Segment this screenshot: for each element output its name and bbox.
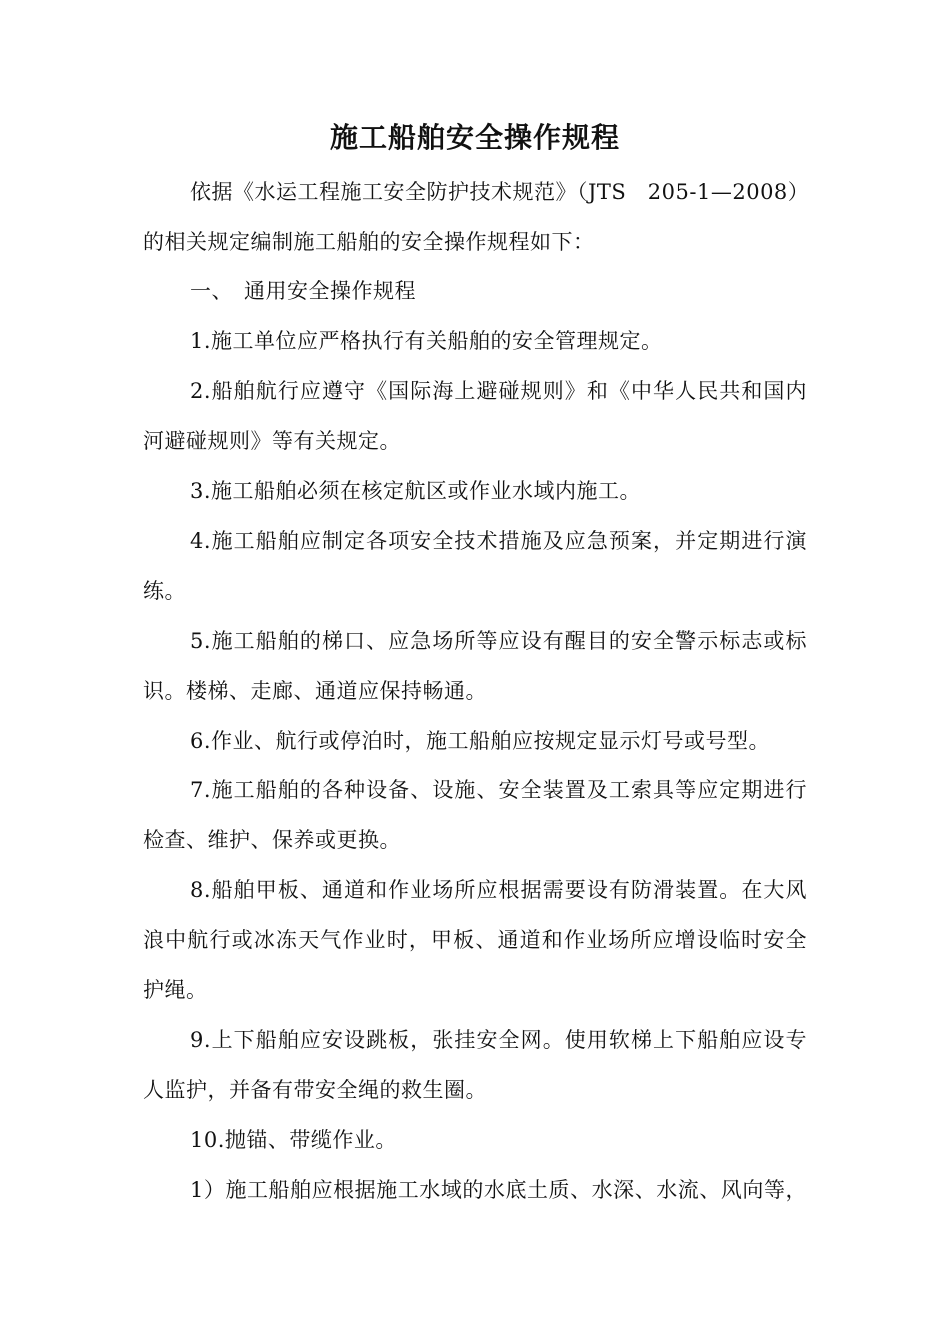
paragraph-line: 人监护，并备有带安全绳的救生圈。 [143, 1078, 487, 1102]
paragraph-line: 检查、维护、保养或更换。 [143, 828, 401, 852]
paragraph-line: 3.施工船舶必须在核定航区或作业水域内施工。 [190, 479, 642, 503]
document-title: 施工船舶安全操作规程 [329, 121, 620, 154]
paragraph-line: 1）施工船舶应根据施工水域的水底土质、水深、水流、风向等， [190, 1178, 807, 1202]
paragraph-line: 10.抛锚、带缆作业。 [190, 1128, 397, 1152]
paragraph-line: 6.作业、航行或停泊时，施工船舶应按规定显示灯号或号型。 [190, 729, 771, 753]
paragraph-line: 的相关规定编制施工船舶的安全操作规程如下： [143, 230, 595, 254]
paragraph-line: 识。楼梯、走廊、通道应保持畅通。 [143, 679, 487, 703]
section-heading: 一、 通用安全操作规程 [190, 279, 416, 303]
paragraph-line: 5.施工船舶的梯口、应急场所等应设有醒目的安全警示标志或标 [190, 629, 807, 653]
paragraph-line: 2.船舶航行应遵守《国际海上避碰规则》和《中华人民共和国内 [190, 379, 807, 403]
paragraph-line: 4.施工船舶应制定各项安全技术措施及应急预案，并定期进行演 [190, 529, 807, 553]
paragraph-line: 8.船舶甲板、通道和作业场所应根据需要设有防滑装置。在大风 [190, 878, 807, 902]
paragraph-line: 浪中航行或冰冻天气作业时，甲板、通道和作业场所应增设临时安全 [143, 928, 807, 952]
paragraph-line: 护绳。 [143, 978, 208, 1002]
paragraph-line: 河避碰规则》等有关规定。 [143, 429, 401, 453]
paragraph-line: 练。 [143, 579, 186, 603]
paragraph-line: 9.上下船舶应安设跳板，张挂安全网。使用软梯上下船舶应设专 [190, 1028, 807, 1052]
paragraph-line: 依据《水运工程施工安全防护技术规范》（JTS 205-1—2008） [190, 180, 810, 204]
paragraph-line: 1.施工单位应严格执行有关船舶的安全管理规定。 [190, 329, 663, 353]
paragraph-line: 7.施工船舶的各种设备、设施、安全装置及工索具等应定期进行 [190, 778, 807, 802]
